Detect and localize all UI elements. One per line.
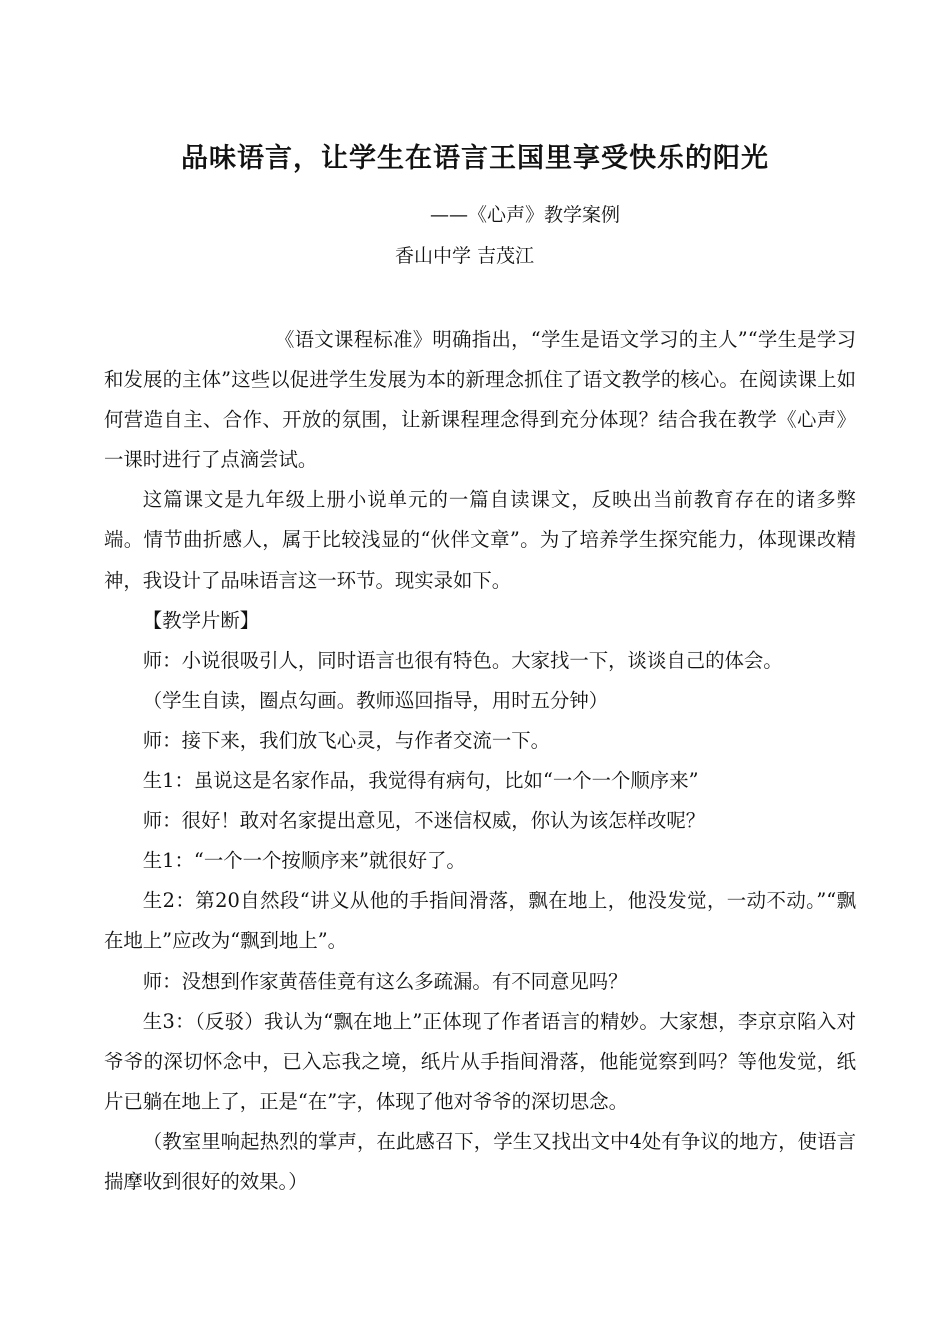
dialogue-line: 生1：“一个一个按顺序来”就很好了。: [142, 849, 466, 873]
dialogue-line: 师：接下来，我们放飞心灵，与作者交流一下。: [142, 728, 550, 752]
stage-note: （学生自读，圈点勾画。教师巡回指导，用时五分钟）: [142, 688, 609, 712]
section-heading: 【教学片断】: [142, 608, 260, 632]
stage-note: （教室里响起热烈的掌声，在此感召下，学生又找出文中4处有争议的地方，使语言揣摩收到很好的效果。）: [104, 1129, 856, 1193]
dialogue-line: 生1：虽说这是名家作品，我觉得有病句，比如“一个一个顺序来”: [142, 769, 699, 793]
dialogue-line: 师：小说很吸引人，同时语言也很有特色。大家找一下，谈谈自己的体会。: [142, 648, 783, 672]
dialogue-line: 师：没想到作家黄蓓佳竟有这么多疏漏。有不同意见吗？: [142, 969, 628, 993]
document-author: 香山中学 吉茂江: [395, 245, 535, 267]
document-title: 品味语言，让学生在语言王国里享受快乐的阳光: [181, 143, 769, 174]
paragraph-background: 这篇课文是九年级上册小说单元的一篇自读课文，反映出当前教育存在的诸多弊端。情节曲折感人，属于比较浅显的“伙伴文章”。为了培养学生探究能力，体现课改精神，我设计了品味语言这一环节。现实录如下。: [104, 488, 856, 592]
paragraph-intro: 《语文课程标准》明确指出，“学生是语文学习的主人”“学生是学习和发展的主体”这些以促进学生发展为本的新理念抓住了语文教学的核心。在阅读课上如何营造自主、合作、开放的氛围，让新课程理念得到充分体现？结合我在教学《心声》一课时进行了点滴尝试。: [104, 328, 856, 472]
dialogue-line: 生3：（反驳）我认为“飘在地上”正体现了作者语言的精妙。大家想，李京京陷入对爷爷的深切怀念中，已入忘我之境，纸片从手指间滑落，他能觉察到吗？等他发觉，纸片已躺在地上了，正是“在”字，体现了他对爷爷的深切思念。: [104, 1009, 856, 1113]
document-subtitle: ——《心声》教学案例: [430, 204, 621, 226]
document-body: [104, 320, 856, 1202]
dialogue-line: 师：很好！敢对名家提出意见，不迷信权威，你认为该怎样改呢？: [142, 809, 706, 833]
dialogue-line: 生2：第20自然段“讲义从他的手指间滑落，飘在地上，他没发觉，一动不动。”“飘在地上”应改为“飘到地上”。: [104, 889, 856, 953]
